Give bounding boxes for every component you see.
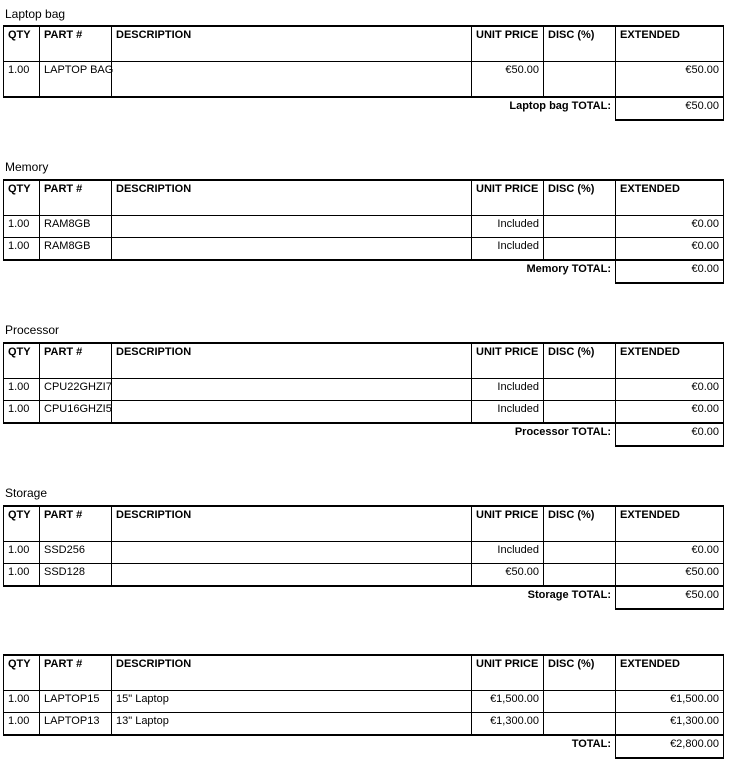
cell-description bbox=[112, 542, 472, 564]
cell-description bbox=[112, 379, 472, 401]
total-value: €0.00 bbox=[616, 260, 724, 283]
cell-unit-price: Included bbox=[472, 401, 544, 424]
table-row bbox=[4, 542, 724, 564]
cell-extended: €1,500.00 bbox=[616, 691, 724, 713]
cell-unit-price: Included bbox=[472, 216, 544, 238]
cell-part: LAPTOP15 bbox=[40, 691, 112, 713]
cell-unit-price: €1,300.00 bbox=[472, 713, 544, 736]
cell-description bbox=[112, 216, 472, 238]
cell-disc bbox=[544, 216, 616, 238]
total-label: Laptop bag TOTAL: bbox=[509, 100, 611, 112]
table-row bbox=[4, 401, 724, 424]
cell-qty: 1.00 bbox=[4, 401, 40, 424]
cell-qty: 1.00 bbox=[4, 379, 40, 401]
cell-extended: €0.00 bbox=[616, 216, 724, 238]
cell-description: 15" Laptop bbox=[112, 691, 472, 713]
cell-part: SSD128 bbox=[40, 564, 112, 587]
total-value: €50.00 bbox=[616, 586, 724, 609]
header-part: PART # bbox=[40, 343, 112, 379]
cell-extended: €0.00 bbox=[616, 238, 724, 261]
cell-part: RAM8GB bbox=[40, 238, 112, 261]
cell-qty: 1.00 bbox=[4, 691, 40, 713]
items-table-storage bbox=[3, 505, 724, 610]
table-row bbox=[4, 216, 724, 238]
cell-unit-price: €50.00 bbox=[472, 62, 544, 98]
total-label: Memory TOTAL: bbox=[526, 263, 611, 275]
table-row bbox=[4, 62, 724, 98]
header-part: PART # bbox=[40, 26, 112, 62]
cell-qty: 1.00 bbox=[4, 542, 40, 564]
header-description: DESCRIPTION bbox=[112, 506, 472, 542]
header-unit-price: UNIT PRICE bbox=[472, 655, 544, 691]
header-part: PART # bbox=[40, 180, 112, 216]
total-value: €0.00 bbox=[616, 423, 724, 446]
header-disc: DISC (%) bbox=[544, 180, 616, 216]
items-table-processor bbox=[3, 342, 724, 447]
header-extended: EXTENDED bbox=[616, 506, 724, 542]
items-table-memory bbox=[3, 179, 724, 284]
header-unit-price: UNIT PRICE bbox=[472, 506, 544, 542]
header-extended: EXTENDED bbox=[616, 180, 724, 216]
header-disc: DISC (%) bbox=[544, 506, 616, 542]
cell-extended: €50.00 bbox=[616, 62, 724, 98]
cell-qty: 1.00 bbox=[4, 564, 40, 587]
cell-extended: €1,300.00 bbox=[616, 713, 724, 736]
header-part: PART # bbox=[40, 506, 112, 542]
total-label: Processor TOTAL: bbox=[514, 426, 611, 438]
total-row bbox=[4, 735, 724, 758]
header-unit-price: UNIT PRICE bbox=[472, 26, 544, 62]
header-qty: QTY bbox=[4, 655, 40, 691]
cell-extended: €0.00 bbox=[616, 379, 724, 401]
total-row bbox=[4, 97, 724, 120]
cell-unit-price: Included bbox=[472, 542, 544, 564]
table-row bbox=[4, 691, 724, 713]
cell-disc bbox=[544, 564, 616, 587]
total-value: €50.00 bbox=[616, 97, 724, 120]
cell-part: CPU16GHZI5 bbox=[40, 401, 112, 424]
header-qty: QTY bbox=[4, 343, 40, 379]
header-disc: DISC (%) bbox=[544, 26, 616, 62]
section-title-storage: Storage bbox=[5, 486, 48, 500]
section-title-laptop-bag: Laptop bag bbox=[5, 7, 66, 21]
section-title-memory: Memory bbox=[5, 160, 49, 174]
cell-qty: 1.00 bbox=[4, 713, 40, 736]
cell-part: LAPTOP13 bbox=[40, 713, 112, 736]
cell-qty: 1.00 bbox=[4, 62, 40, 98]
total-row bbox=[4, 423, 724, 446]
header-unit-price: UNIT PRICE bbox=[472, 180, 544, 216]
header-description: DESCRIPTION bbox=[112, 26, 472, 62]
header-disc: DISC (%) bbox=[544, 343, 616, 379]
cell-qty: 1.00 bbox=[4, 238, 40, 261]
cell-part: CPU22GHZI7 bbox=[40, 379, 112, 401]
cell-qty: 1.00 bbox=[4, 216, 40, 238]
cell-disc bbox=[544, 62, 616, 98]
items-table-laptop-bag bbox=[3, 25, 724, 121]
cell-part: LAPTOP BAG bbox=[40, 62, 112, 98]
table-row bbox=[4, 238, 724, 261]
cell-description: 13" Laptop bbox=[112, 713, 472, 736]
cell-description bbox=[112, 238, 472, 261]
cell-unit-price: €50.00 bbox=[472, 564, 544, 587]
header-qty: QTY bbox=[4, 180, 40, 216]
header-row bbox=[4, 180, 724, 216]
table-row bbox=[4, 379, 724, 401]
cell-extended: €50.00 bbox=[616, 564, 724, 587]
table-row bbox=[4, 564, 724, 587]
cell-disc bbox=[544, 238, 616, 261]
cell-unit-price: €1,500.00 bbox=[472, 691, 544, 713]
total-row bbox=[4, 260, 724, 283]
header-description: DESCRIPTION bbox=[112, 655, 472, 691]
header-extended: EXTENDED bbox=[616, 343, 724, 379]
header-row bbox=[4, 26, 724, 62]
cell-part: RAM8GB bbox=[40, 216, 112, 238]
table-row bbox=[4, 713, 724, 736]
cell-extended: €0.00 bbox=[616, 401, 724, 424]
items-table-laptops bbox=[3, 654, 724, 759]
header-extended: EXTENDED bbox=[616, 655, 724, 691]
header-description: DESCRIPTION bbox=[112, 180, 472, 216]
total-label: Storage TOTAL: bbox=[527, 589, 611, 601]
cell-description bbox=[112, 62, 472, 98]
cell-disc bbox=[544, 401, 616, 424]
header-part: PART # bbox=[40, 655, 112, 691]
total-label: TOTAL: bbox=[571, 738, 611, 750]
total-value: €2,800.00 bbox=[616, 735, 724, 758]
header-row bbox=[4, 655, 724, 691]
header-row bbox=[4, 343, 724, 379]
cell-description bbox=[112, 564, 472, 587]
header-qty: QTY bbox=[4, 506, 40, 542]
cell-disc bbox=[544, 379, 616, 401]
cell-description bbox=[112, 401, 472, 424]
cell-disc bbox=[544, 542, 616, 564]
cell-part: SSD256 bbox=[40, 542, 112, 564]
total-row bbox=[4, 586, 724, 609]
header-extended: EXTENDED bbox=[616, 26, 724, 62]
header-row bbox=[4, 506, 724, 542]
cell-disc bbox=[544, 691, 616, 713]
header-unit-price: UNIT PRICE bbox=[472, 343, 544, 379]
section-title-processor: Processor bbox=[5, 323, 60, 337]
cell-unit-price: Included bbox=[472, 238, 544, 261]
header-description: DESCRIPTION bbox=[112, 343, 472, 379]
cell-disc bbox=[544, 713, 616, 736]
cell-extended: €0.00 bbox=[616, 542, 724, 564]
header-qty: QTY bbox=[4, 26, 40, 62]
header-disc: DISC (%) bbox=[544, 655, 616, 691]
cell-unit-price: Included bbox=[472, 379, 544, 401]
